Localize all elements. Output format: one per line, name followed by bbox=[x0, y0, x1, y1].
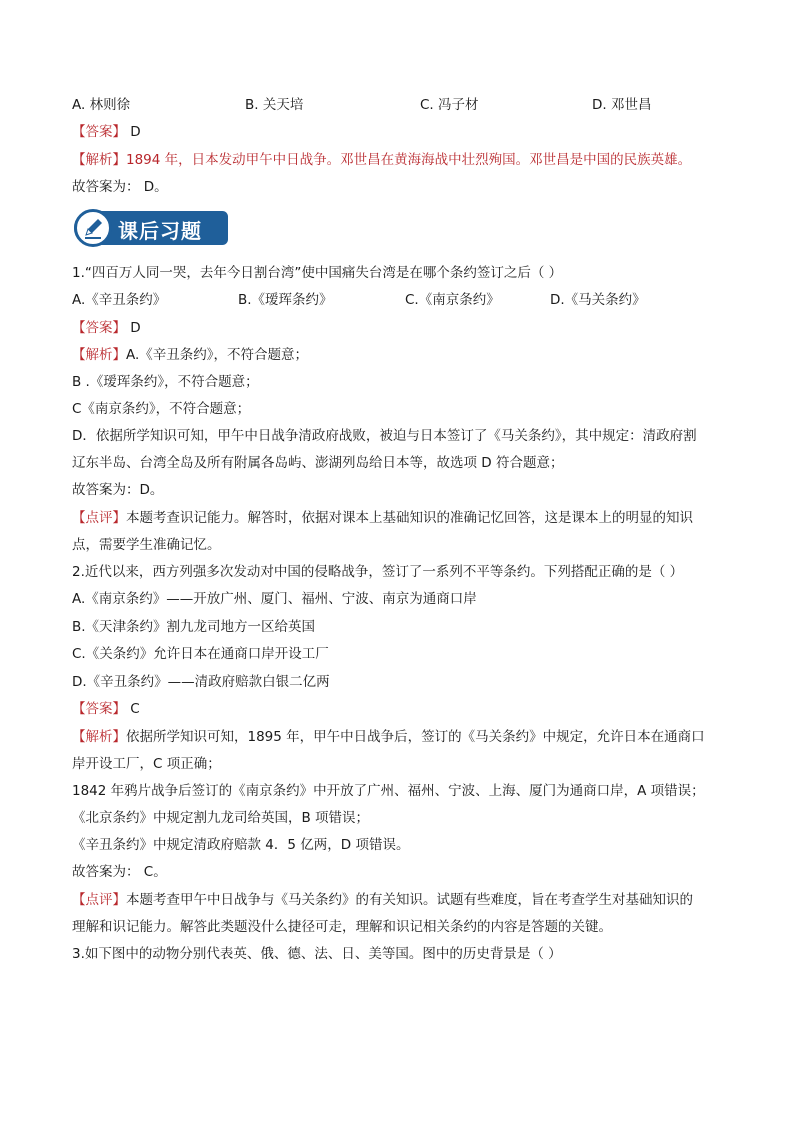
option-d: D.《马关条约》 bbox=[550, 292, 646, 308]
q3-stem: 3.如下图中的动物分别代表英、俄、德、法、日、美等国。图中的历史背景是（ ） bbox=[72, 946, 562, 962]
q1-analysis-line-2: B .《瑷珲条约》，不符合题意； bbox=[72, 374, 259, 390]
answer-value: D bbox=[126, 320, 141, 336]
q1-analysis-line-5: 辽东半岛、台湾全岛及所有附属各岛屿、澎湖列岛给日本等，故选项 D 符合题意； bbox=[72, 455, 564, 471]
analysis-tag: 【解析】 bbox=[72, 347, 126, 363]
answer-tag: 【答案】 bbox=[72, 124, 126, 140]
q1-options bbox=[72, 290, 732, 310]
prev-conclusion: 故答案为： D。 bbox=[72, 179, 168, 195]
q2-option-b: B.《天津条约》割九龙司地方一区给英国 bbox=[72, 619, 316, 635]
answer-tag: 【答案】 bbox=[72, 701, 126, 717]
section-banner bbox=[74, 207, 230, 247]
q1-analysis-line-4: D．依据所学知识可知，甲午中日战争清政府战败，被迫与日本签订了《马关条约》，其中规定：清政府割 bbox=[72, 428, 697, 444]
answer-value: C bbox=[126, 701, 140, 717]
q2-analysis-line-3: 1842 年鸦片战争后签订的《南京条约》中开放了广州、福州、宁波、上海、厦门为通商口岸，A 项错误； bbox=[72, 783, 705, 799]
option-c: C.《南京条约》 bbox=[405, 292, 500, 308]
answer-value: D bbox=[126, 124, 141, 140]
q2-analysis-line-4: 《北京条约》中规定割九龙司给英国，B 项错误； bbox=[72, 810, 370, 826]
option-b: B. 关天培 bbox=[245, 97, 304, 113]
q1-comment-line-1 bbox=[72, 508, 693, 528]
answer-tag: 【答案】 bbox=[72, 320, 126, 336]
q2-analysis-line-1 bbox=[72, 727, 705, 747]
option-d: D. 邓世昌 bbox=[592, 97, 652, 113]
q2-option-a: A.《南京条约》——开放广州、厦门、福州、宁波、南京为通商口岸 bbox=[72, 591, 477, 607]
q2-stem: 2.近代以来，西方列强多次发动对中国的侵略战争，签订了一系列不平等条约。下列搭配正确的是（ ） bbox=[72, 564, 684, 580]
comment-tag: 【点评】 bbox=[72, 510, 126, 526]
pencil-icon bbox=[74, 209, 112, 247]
analysis-tag: 【解析】 bbox=[72, 729, 126, 745]
comment-text: 本题考查甲午中日战争与《马关条约》的有关知识。试题有些难度，旨在考查学生对基础知识的 bbox=[126, 892, 693, 908]
q1-analysis-line-3: C《南京条约》，不符合题意； bbox=[72, 401, 251, 417]
q1-comment-line-2: 点，需要学生准确记忆。 bbox=[72, 537, 221, 553]
q2-analysis-line-5: 《辛丑条约》中规定清政府赔款 4．5 亿两，D 项错误。 bbox=[72, 837, 410, 853]
prev-options bbox=[72, 95, 732, 115]
q1-answer bbox=[72, 318, 141, 338]
q2-option-d: D.《辛丑条约》——清政府赔款白银二亿两 bbox=[72, 674, 330, 690]
option-a: A.《辛丑条约》 bbox=[72, 292, 167, 308]
option-c: C. 冯子材 bbox=[420, 97, 479, 113]
q2-comment-line-1 bbox=[72, 890, 693, 910]
q1-analysis-line-1 bbox=[72, 345, 308, 365]
q2-answer bbox=[72, 699, 140, 719]
analysis-text: 依据所学知识可知，1895 年，甲午中日战争后，签订的《马关条约》中规定，允许日本在通商口 bbox=[126, 729, 705, 745]
comment-tag: 【点评】 bbox=[72, 892, 126, 908]
q2-analysis-line-6: 故答案为： C。 bbox=[72, 864, 167, 880]
q2-option-c: C.《关条约》允许日本在通商口岸开设工厂 bbox=[72, 646, 329, 662]
option-a: A. 林则徐 bbox=[72, 97, 131, 113]
q2-analysis-line-2: 岸开设工厂，C 项正确； bbox=[72, 756, 221, 772]
analysis-text: 1894 年，日本发动甲午中日战争。邓世昌在黄海海战中壮烈殉国。邓世昌是中国的民族英雄。 bbox=[126, 152, 692, 168]
q1-analysis-line-6: 故答案为：D。 bbox=[72, 482, 164, 498]
analysis-tag: 【解析】 bbox=[72, 152, 126, 168]
prev-analysis bbox=[72, 150, 691, 170]
comment-text: 本题考查识记能力。解答时，依据对课本上基础知识的准确记忆回答，这是课本上的明显的知识 bbox=[126, 510, 693, 526]
q1-stem: 1.“四百万人同一哭，去年今日割台湾”使中国痛失台湾是在哪个条约签订之后（ ） bbox=[72, 265, 563, 281]
q2-comment-line-2: 理解和识记能力。解答此类题没什么捷径可走，理解和识记相关条约的内容是答题的关键。 bbox=[72, 919, 612, 935]
analysis-text: A.《辛丑条约》，不符合题意； bbox=[126, 347, 309, 363]
option-b: B.《瑷珲条约》 bbox=[238, 292, 333, 308]
prev-answer bbox=[72, 122, 141, 142]
section-title: 课后习题 bbox=[118, 219, 202, 243]
